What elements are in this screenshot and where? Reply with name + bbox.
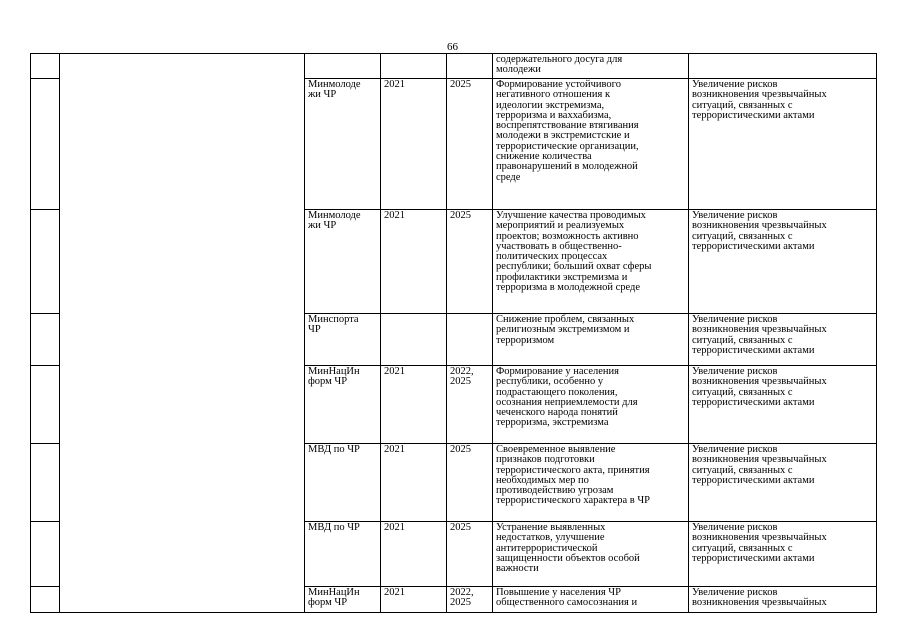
result-cell: Формирование устойчивого негативного отношения к идеологии экстремизма, терроризма и ваххабизма, воспрепятствование втягивания молодежи в экстремистские и террористические организации, снижение количества правонарушений в молодежной среде [493,79,689,210]
start-year-cell: 2021 [381,444,447,522]
result-cell: Снижение проблем, связанных религиозным экстремизмом и терроризмом [493,314,689,366]
result-cell: Формирование у населения республики, особенно у подрастающего поколения, осознания неприемлемости для чеченского народа понятий терроризма, экстремизма [493,366,689,444]
start-year-cell: 2021 [381,79,447,210]
risk-cell: Увеличение рисков возникновения чрезвычайных ситуаций, связанных с террористическими актами [689,444,877,522]
row-number-cell [31,522,60,587]
start-year-cell: 2021 [381,210,447,314]
row-number-cell [31,210,60,314]
table-row [31,54,877,79]
end-year-cell: 2025 [447,522,493,587]
end-year-cell: 2025 [447,444,493,522]
result-cell: содержательного досуга для молодежи [493,54,689,79]
row-number-cell [31,79,60,210]
result-cell: Своевременное выявление признаков подготовки террористического акта, принятия необходимых мер по противодействию угрозам террористического характера в ЧР [493,444,689,522]
risk-cell: Увеличение рисков возникновения чрезвычайных ситуаций, связанных с террористическими актами [689,79,877,210]
end-year-cell: 2025 [447,210,493,314]
row-number-cell [31,587,60,613]
risk-cell [689,54,877,79]
risk-cell: Увеличение рисков возникновения чрезвычайных ситуаций, связанных с террористическими актами [689,366,877,444]
executor-cell: МинНацИн форм ЧР [305,587,381,613]
executor-cell: Минмолоде жи ЧР [305,210,381,314]
row-number-cell [31,366,60,444]
measures-table [30,53,877,613]
result-cell: Устранение выявленных недостатков, улучшение антитеррористической защищенности объектов особой важности [493,522,689,587]
measure-name-cell [60,54,305,613]
page-number: 66 [447,41,458,53]
start-year-cell [381,314,447,366]
result-cell: Улучшение качества проводимых мероприятий и реализуемых проектов; возможность активно участвовать в общественно- политических процессах республики; больший охват сферы профилактики экстремизма и терроризма в молодежной среде [493,210,689,314]
executor-cell: МВД по ЧР [305,522,381,587]
end-year-cell [447,314,493,366]
end-year-cell: 2022, 2025 [447,366,493,444]
executor-cell: МинНацИн форм ЧР [305,366,381,444]
start-year-cell: 2021 [381,366,447,444]
start-year-cell: 2021 [381,587,447,613]
risk-cell: Увеличение рисков возникновения чрезвычайных ситуаций, связанных с террористическими актами [689,210,877,314]
executor-cell: МВД по ЧР [305,444,381,522]
row-number-cell [31,314,60,366]
risk-cell: Увеличение рисков возникновения чрезвычайных [689,587,877,613]
risk-cell: Увеличение рисков возникновения чрезвычайных ситуаций, связанных с террористическими актами [689,314,877,366]
row-number-cell [31,54,60,79]
end-year-cell: 2025 [447,79,493,210]
risk-cell: Увеличение рисков возникновения чрезвычайных ситуаций, связанных с террористическими актами [689,522,877,587]
start-year-cell [381,54,447,79]
result-cell: Повышение у населения ЧР общественного самосознания и [493,587,689,613]
end-year-cell [447,54,493,79]
executor-cell [305,54,381,79]
executor-cell: Минмолоде жи ЧР [305,79,381,210]
executor-cell: Минспорта ЧР [305,314,381,366]
row-number-cell [31,444,60,522]
end-year-cell: 2022, 2025 [447,587,493,613]
start-year-cell: 2021 [381,522,447,587]
